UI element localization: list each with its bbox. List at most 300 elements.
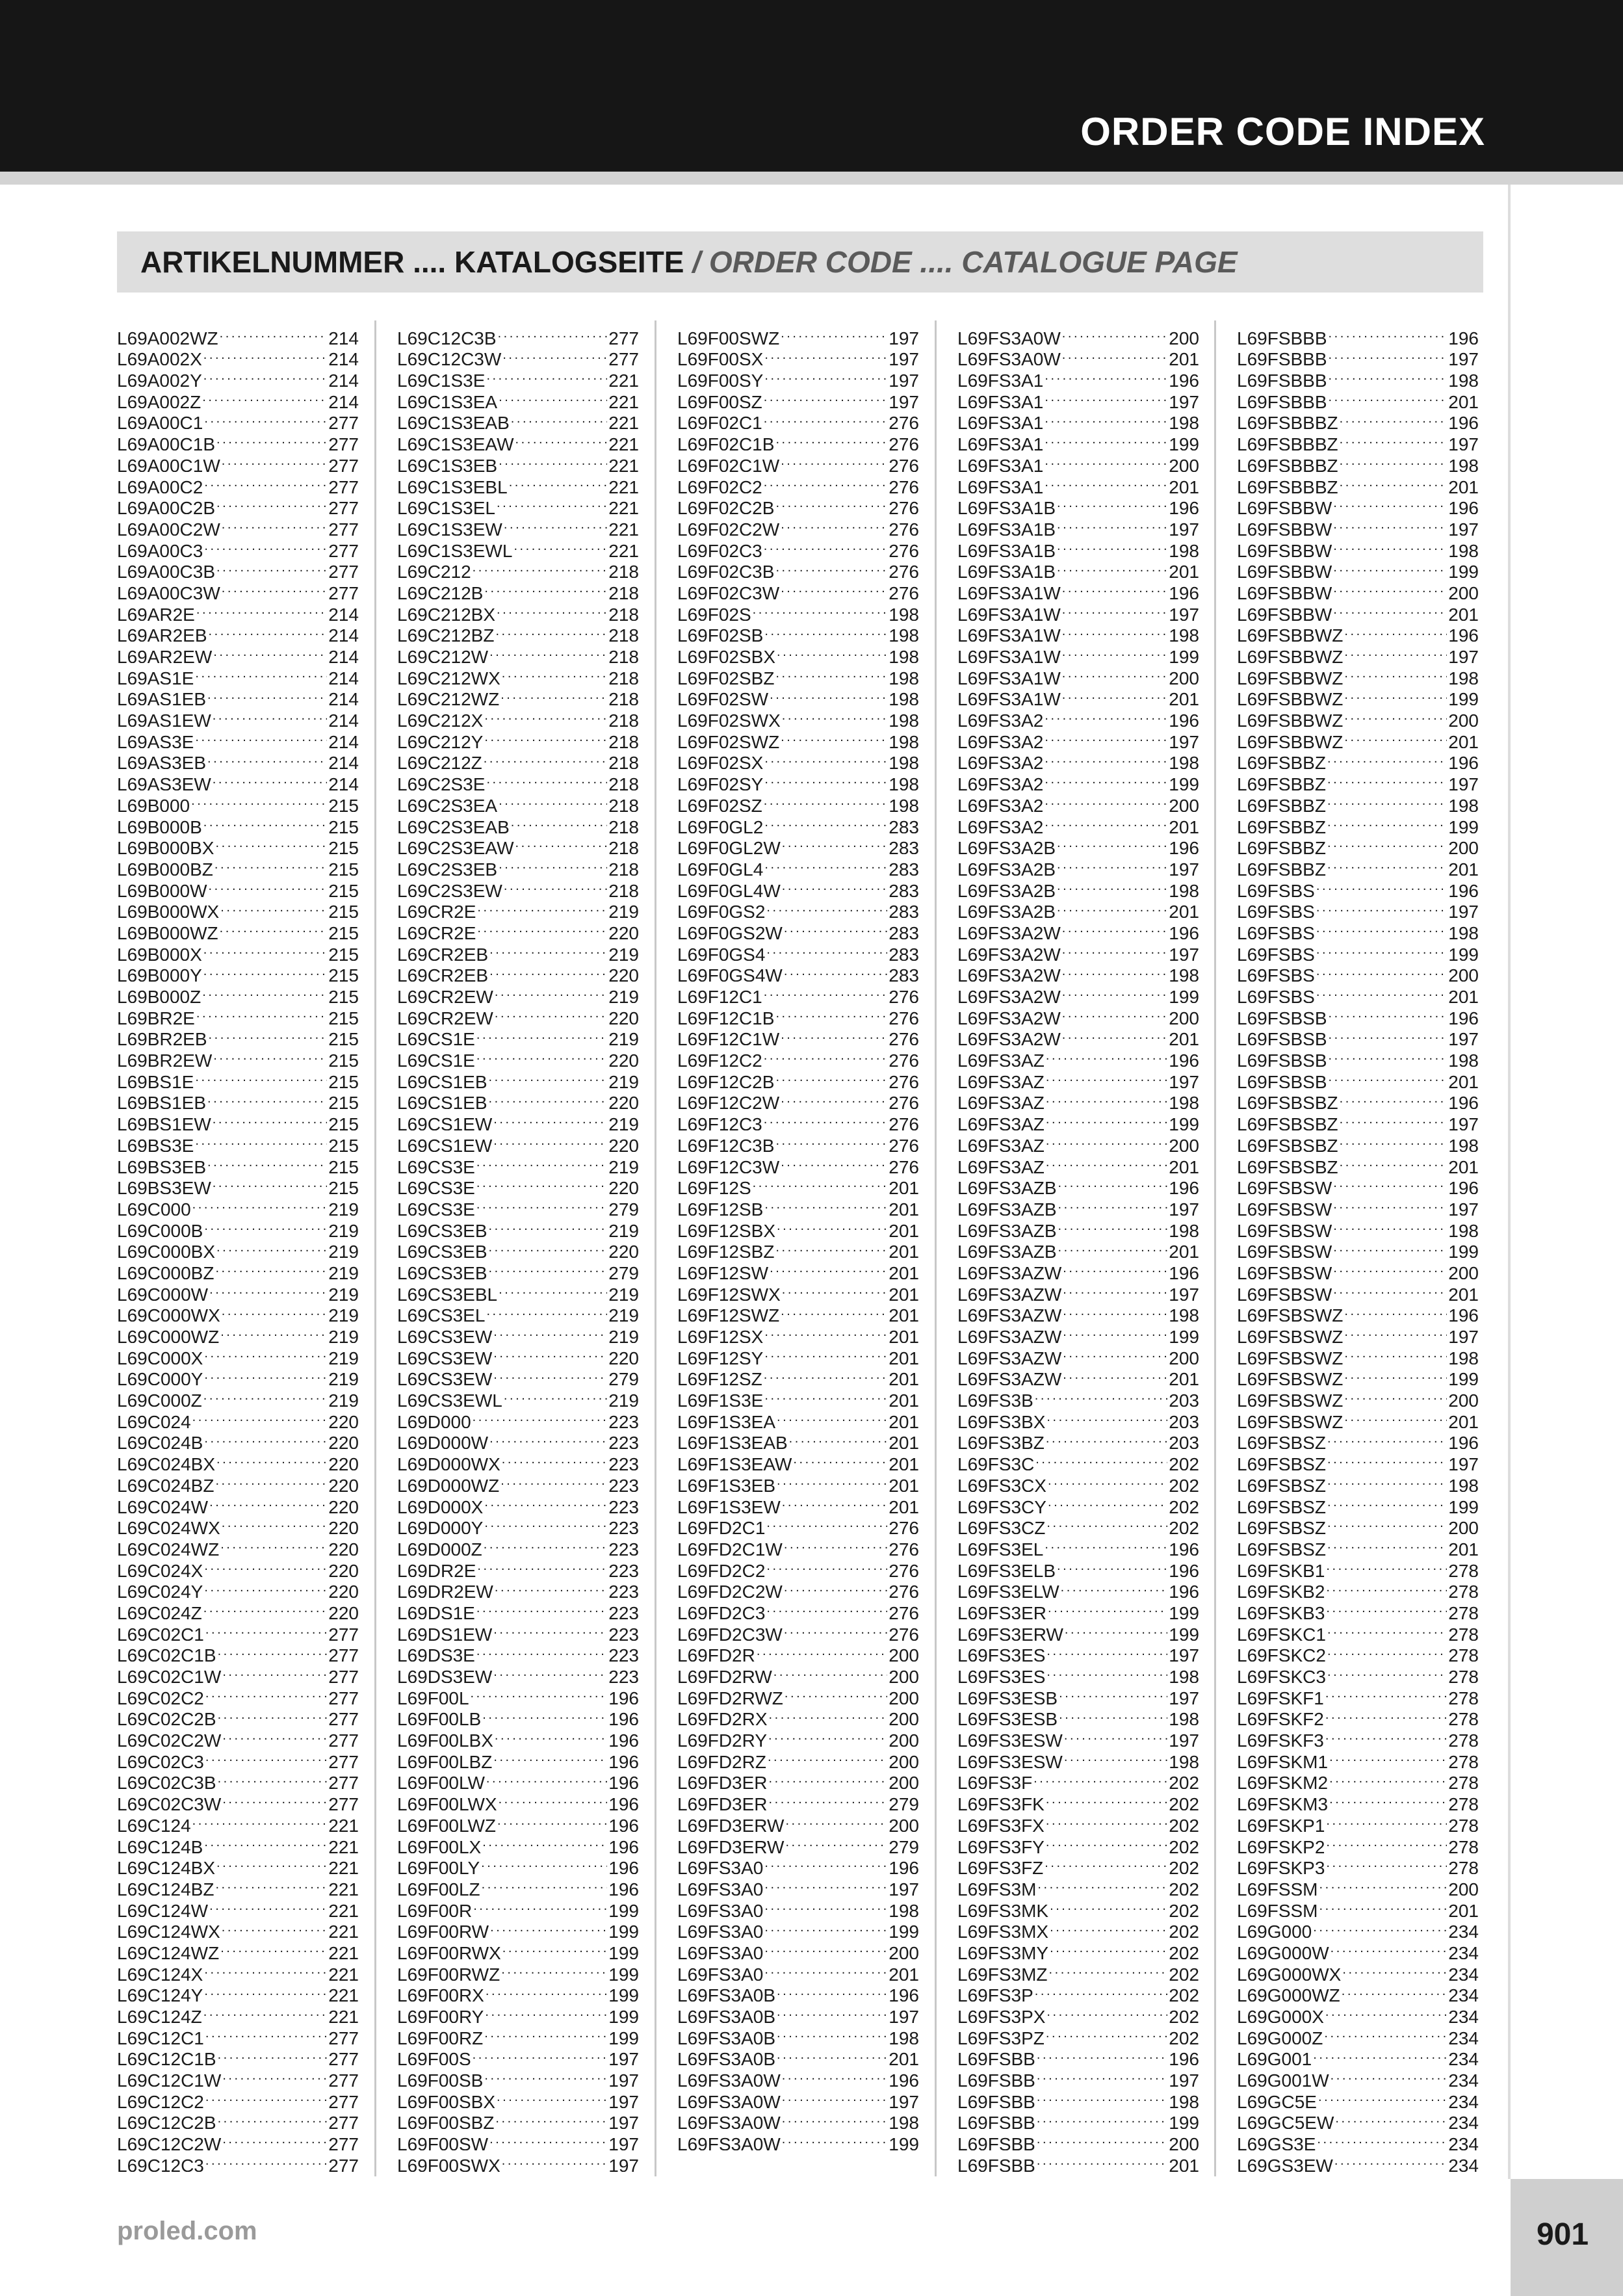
- order-code: L69F00LY: [397, 1858, 480, 1875]
- index-entry: [1237, 472, 1479, 493]
- index-entry: [677, 1364, 919, 1386]
- index-entry: [957, 1322, 1199, 1343]
- index-entry: [1237, 493, 1479, 515]
- index-entry: [957, 2129, 1199, 2150]
- order-code: L69F1S3EW: [677, 1496, 781, 1513]
- dot-leader: [1333, 1279, 1447, 1301]
- dot-leader: [500, 1470, 607, 1492]
- index-entry: [397, 876, 639, 897]
- dot-leader: [502, 1449, 608, 1470]
- index-entry: [957, 1003, 1199, 1024]
- order-code: L69D000: [397, 1411, 471, 1428]
- order-code: L69F12C1W: [677, 1029, 780, 1046]
- catalogue-page: 196: [608, 1730, 639, 1747]
- dot-leader: [789, 1428, 888, 1450]
- index-entry: [117, 472, 359, 493]
- order-code: L69F1S3EB: [677, 1475, 775, 1492]
- order-code: L69CS1EB: [397, 1093, 487, 1110]
- index-entry: [397, 939, 639, 961]
- index-entry: [957, 1981, 1199, 2002]
- index-entry: [397, 1194, 639, 1216]
- index-entry: [957, 1598, 1199, 1619]
- index-entry: [1237, 1683, 1479, 1704]
- catalogue-page: 277: [328, 2134, 359, 2151]
- order-code: L69GC5EW: [1237, 2113, 1334, 2130]
- order-code: L69FSBB: [957, 2155, 1035, 2172]
- catalogue-page: 223: [608, 1496, 639, 1513]
- order-code: L69F00RX: [397, 1985, 484, 2002]
- order-code: L69BS1EW: [117, 1114, 211, 1131]
- dot-leader: [504, 876, 607, 897]
- dot-leader: [1062, 345, 1168, 366]
- index-entry: [117, 1874, 359, 1896]
- order-code: L69F12C2B: [677, 1071, 775, 1088]
- catalogue-page: 199: [1169, 1327, 1199, 1343]
- dot-leader: [1318, 2087, 1447, 2108]
- dot-leader: [1050, 1896, 1167, 1917]
- dot-leader: [777, 1470, 887, 1492]
- dot-leader: [1333, 557, 1447, 579]
- dot-leader: [1344, 1322, 1447, 1343]
- catalogue-page: 200: [1448, 1262, 1479, 1279]
- dot-leader: [1062, 323, 1168, 345]
- catalogue-page: 218: [608, 647, 639, 663]
- dot-leader: [766, 1556, 887, 1577]
- index-entry: [677, 685, 919, 706]
- catalogue-page: 202: [1169, 2028, 1199, 2044]
- catalogue-page: 197: [1169, 859, 1199, 876]
- catalogue-page: 223: [608, 1560, 639, 1577]
- order-code: L69C000BX: [117, 1242, 216, 1259]
- dot-leader: [509, 472, 608, 493]
- index-entry: [397, 429, 639, 450]
- index-entry: [1237, 812, 1479, 833]
- catalogue-page: 219: [328, 1348, 359, 1364]
- dot-leader: [1344, 685, 1447, 706]
- dot-leader: [486, 1301, 607, 1322]
- order-code: L69FS3AZW: [957, 1284, 1062, 1301]
- dot-leader: [213, 1045, 327, 1067]
- order-code: L69FSBBB: [1237, 349, 1327, 366]
- dot-leader: [1329, 1789, 1447, 1810]
- order-code: L69F12SWZ: [677, 1305, 780, 1322]
- order-code: L69C2S3EB: [397, 859, 498, 876]
- catalogue-page: 200: [1448, 711, 1479, 727]
- order-code: L69FS3A2: [957, 816, 1044, 833]
- dot-leader: [1057, 854, 1167, 876]
- dot-leader: [205, 1683, 327, 1704]
- dot-leader: [764, 1874, 887, 1896]
- dot-leader: [1045, 429, 1167, 450]
- order-code: L69F0GL2W: [677, 838, 781, 855]
- dot-leader: [782, 2087, 888, 2108]
- order-code: L69F0GL4: [677, 859, 764, 876]
- dot-leader: [502, 2150, 608, 2172]
- index-entry: [117, 408, 359, 430]
- catalogue-page: 234: [1448, 2028, 1479, 2044]
- dot-leader: [209, 1279, 327, 1301]
- catalogue-page: 198: [1448, 1135, 1479, 1152]
- order-code: L69FSBSB: [1237, 1050, 1327, 1067]
- order-code: L69FSBB: [957, 2134, 1035, 2151]
- catalogue-page: 198: [1448, 1050, 1479, 1067]
- index-entry: [1237, 1449, 1479, 1470]
- order-code: L69F02SWX: [677, 711, 781, 727]
- catalogue-page: 198: [889, 647, 919, 663]
- catalogue-page: 218: [608, 582, 639, 599]
- index-entry: [957, 1385, 1199, 1407]
- order-code: L69AS3E: [117, 731, 194, 748]
- index-entry: [397, 748, 639, 770]
- order-code: L69DS1E: [397, 1602, 475, 1619]
- catalogue-page: 196: [608, 1815, 639, 1832]
- catalogue-page: 198: [889, 625, 919, 642]
- index-entry: [677, 1917, 919, 1938]
- dot-leader: [1344, 642, 1447, 663]
- dot-leader: [495, 1003, 607, 1024]
- catalogue-page: 220: [328, 1475, 359, 1492]
- dot-leader: [220, 1534, 327, 1556]
- catalogue-page: 197: [1448, 434, 1479, 451]
- catalogue-page: 199: [1448, 1496, 1479, 1513]
- catalogue-page: 201: [1448, 859, 1479, 876]
- catalogue-page: 196: [1169, 2049, 1199, 2066]
- order-code: L69F00SX: [677, 349, 764, 366]
- dot-leader: [203, 365, 327, 387]
- order-code: L69FS3A0: [677, 1858, 764, 1875]
- catalogue-page: 197: [1448, 1327, 1479, 1343]
- order-code: L69FSKC1: [1237, 1624, 1326, 1641]
- index-entry: [117, 1067, 359, 1088]
- catalogue-page: 219: [608, 1114, 639, 1131]
- order-code: L69G001W: [1237, 2070, 1329, 2087]
- catalogue-page: 276: [889, 413, 919, 430]
- catalogue-page: 215: [328, 1008, 359, 1024]
- index-entry: [117, 876, 359, 897]
- order-code: L69FS3A0B: [677, 2028, 775, 2044]
- index-entry: [957, 1428, 1199, 1450]
- index-entry: [677, 663, 919, 685]
- index-entry: [957, 514, 1199, 536]
- catalogue-page: 197: [889, 1879, 919, 1896]
- index-entry: [117, 536, 359, 557]
- catalogue-page: 221: [608, 371, 639, 387]
- order-code: L69GS3EW: [1237, 2155, 1333, 2172]
- index-entry: [397, 1428, 639, 1450]
- index-entry: [677, 1109, 919, 1130]
- catalogue-page: 196: [1169, 838, 1199, 855]
- index-entry: [397, 472, 639, 493]
- order-code: L69FS3PX: [957, 2007, 1046, 2023]
- order-code: L69FSKP2: [1237, 1836, 1325, 1853]
- catalogue-page: 221: [608, 540, 639, 557]
- dot-leader: [1344, 1385, 1447, 1407]
- catalogue-page: 201: [1448, 604, 1479, 621]
- index-entry: [117, 1003, 359, 1024]
- order-code: L69FD2RY: [677, 1730, 768, 1747]
- dot-leader: [1046, 1662, 1167, 1683]
- catalogue-page: 218: [608, 562, 639, 579]
- dot-leader: [1316, 918, 1447, 939]
- order-code: L69A00C2: [117, 476, 203, 493]
- index-entry: [117, 1704, 359, 1726]
- catalogue-page: 220: [608, 1348, 639, 1364]
- order-code: L69C024Z: [117, 1602, 202, 1619]
- order-code: L69F1S3EAW: [677, 1454, 792, 1471]
- index-entry: [677, 578, 919, 599]
- dot-leader: [784, 1534, 887, 1556]
- index-entry: [117, 1917, 359, 1938]
- order-code: L69FSBBBZ: [1237, 434, 1338, 451]
- order-code: L69A00C3B: [117, 562, 216, 579]
- dot-leader: [484, 1492, 607, 1513]
- catalogue-page: 201: [1448, 391, 1479, 408]
- dot-leader: [484, 705, 607, 727]
- order-code: L69FSBSBZ: [1237, 1156, 1338, 1173]
- index-entry: [117, 1832, 359, 1853]
- order-code: L69FS3A1B: [957, 540, 1056, 557]
- order-code: L69C024B: [117, 1433, 203, 1450]
- index-entry: [1237, 365, 1479, 387]
- index-entry: [1237, 599, 1479, 621]
- index-entry: [397, 493, 639, 515]
- order-code: L69C1S3EB: [397, 455, 498, 472]
- catalogue-page: 219: [328, 1242, 359, 1259]
- order-code: L69A00C2B: [117, 498, 216, 515]
- catalogue-page: 199: [608, 1964, 639, 1981]
- catalogue-page: 215: [328, 1178, 359, 1195]
- dot-leader: [1325, 1725, 1447, 1747]
- order-code: L69CR2E: [397, 922, 476, 939]
- order-code: L69BR2E: [117, 1008, 195, 1024]
- catalogue-page: 220: [328, 1433, 359, 1450]
- dot-leader: [1045, 1534, 1167, 1556]
- dot-leader: [1063, 1301, 1167, 1322]
- index-entry: [117, 1619, 359, 1641]
- dot-leader: [1334, 2150, 1447, 2172]
- order-code: L69FSKC2: [1237, 1645, 1326, 1662]
- catalogue-page: 199: [608, 1900, 639, 1917]
- dot-leader: [1327, 854, 1447, 876]
- index-entry: [397, 1704, 639, 1726]
- dot-leader: [1062, 621, 1168, 642]
- order-code: L69AS3EB: [117, 753, 206, 770]
- order-code: L69C1S3E: [397, 371, 486, 387]
- catalogue-page: 221: [328, 1858, 359, 1875]
- order-code: L69B000B: [117, 816, 202, 833]
- index-entry: [677, 1768, 919, 1790]
- catalogue-page: 196: [1169, 711, 1199, 727]
- order-code: L69FS3A1W: [957, 668, 1061, 685]
- dot-leader: [497, 2087, 607, 2108]
- order-code: L69FSBBW: [1237, 540, 1332, 557]
- order-code: L69FSBBZ: [1237, 753, 1326, 770]
- catalogue-page: 219: [608, 1390, 639, 1407]
- order-code: L69FS3M: [957, 1879, 1037, 1896]
- index-entry: [1237, 1173, 1479, 1195]
- order-code: L69FS3AZB: [957, 1242, 1057, 1259]
- dot-leader: [1058, 1173, 1168, 1195]
- dot-leader: [489, 1258, 608, 1279]
- index-entry: [677, 982, 919, 1003]
- catalogue-page: 203: [1169, 1411, 1199, 1428]
- order-code: L69FS3ES: [957, 1667, 1046, 1683]
- dot-leader: [1327, 769, 1447, 790]
- index-entry: [677, 1492, 919, 1513]
- dot-leader: [1045, 387, 1167, 408]
- catalogue-page: 198: [889, 1900, 919, 1917]
- index-entry: [1237, 1343, 1479, 1364]
- dot-leader: [1327, 1492, 1447, 1513]
- index-entry: [397, 1279, 639, 1301]
- catalogue-page: 196: [1448, 1433, 1479, 1450]
- index-entry: [957, 1577, 1199, 1598]
- index-entry: [677, 1747, 919, 1768]
- index-entry: [957, 323, 1199, 345]
- catalogue-page: 220: [328, 1582, 359, 1598]
- dot-leader: [784, 918, 887, 939]
- dot-leader: [782, 2129, 888, 2150]
- dot-leader: [1049, 1959, 1168, 1981]
- index-entry: [117, 897, 359, 919]
- order-code: L69FS3ESB: [957, 1709, 1058, 1726]
- dot-leader: [515, 833, 608, 855]
- index-entry: [1237, 429, 1479, 450]
- order-code: L69FS3F: [957, 1773, 1033, 1790]
- index-entry: [677, 1896, 919, 1917]
- index-entry: [1237, 1513, 1479, 1535]
- dot-leader: [784, 1577, 887, 1598]
- index-entry: [1237, 2002, 1479, 2023]
- order-code: L69B000X: [117, 944, 202, 961]
- catalogue-page: 218: [608, 880, 639, 897]
- index-entry: [117, 1385, 359, 1407]
- dot-leader: [782, 876, 888, 897]
- order-code: L69F00SWX: [397, 2155, 500, 2172]
- catalogue-page: 201: [889, 1242, 919, 1259]
- catalogue-page: 196: [1169, 922, 1199, 939]
- catalogue-page: 197: [1448, 1029, 1479, 1046]
- catalogue-page: 220: [328, 1560, 359, 1577]
- catalogue-page: 202: [1169, 1900, 1199, 1917]
- dot-leader: [205, 1747, 327, 1768]
- catalogue-page: 278: [1448, 1582, 1479, 1598]
- index-entry: [397, 514, 639, 536]
- catalogue-page: 196: [1169, 1262, 1199, 1279]
- dot-leader: [1329, 1024, 1448, 1046]
- catalogue-page: 201: [889, 1964, 919, 1981]
- dot-leader: [1340, 429, 1448, 450]
- catalogue-page: 276: [889, 1071, 919, 1088]
- order-code: L69FD3ERW: [677, 1836, 785, 1853]
- catalogue-page: 219: [328, 1199, 359, 1216]
- dot-leader: [513, 536, 607, 557]
- dot-leader: [222, 2065, 327, 2087]
- dot-leader: [204, 1556, 327, 1577]
- catalogue-page: 200: [1169, 1348, 1199, 1364]
- index-entry: [957, 1109, 1199, 1130]
- dot-leader: [192, 1810, 328, 1832]
- catalogue-page: 197: [1169, 1199, 1199, 1216]
- dot-leader: [493, 1109, 607, 1130]
- order-code: L69C212BX: [397, 604, 496, 621]
- catalogue-page: 218: [608, 859, 639, 876]
- index-entry: [1237, 557, 1479, 579]
- dot-leader: [764, 1917, 887, 1938]
- catalogue-page: 276: [889, 1029, 919, 1046]
- dot-leader: [1327, 812, 1447, 833]
- index-entry: [1237, 705, 1479, 727]
- order-code: L69FD2C1W: [677, 1539, 783, 1556]
- index-entry: [1237, 1279, 1479, 1301]
- index-entry: [397, 705, 639, 727]
- dot-leader: [195, 1067, 327, 1088]
- catalogue-page: 201: [889, 2049, 919, 2066]
- dot-leader: [781, 1152, 887, 1173]
- dot-leader: [482, 1704, 607, 1726]
- dot-leader: [766, 1513, 887, 1535]
- order-code: L69FSBBWZ: [1237, 689, 1344, 706]
- order-code: L69FS3FK: [957, 1794, 1045, 1811]
- dot-leader: [476, 1045, 607, 1067]
- index-entry: [957, 1067, 1199, 1088]
- dot-leader: [489, 1216, 608, 1237]
- order-code: L69FSKB2: [1237, 1582, 1325, 1598]
- dot-leader: [476, 1194, 607, 1216]
- index-entry: [677, 918, 919, 939]
- catalogue-page: 215: [328, 902, 359, 919]
- index-entry: [117, 323, 359, 345]
- catalogue-page: 219: [608, 1284, 639, 1301]
- catalogue-page: 202: [1169, 1496, 1199, 1513]
- index-entry: [117, 1747, 359, 1768]
- catalogue-page: 196: [1169, 371, 1199, 387]
- order-code: L69FS3A2W: [957, 922, 1061, 939]
- index-entry: [677, 1470, 919, 1492]
- catalogue-page: 277: [328, 582, 359, 599]
- catalogue-page: 196: [889, 1858, 919, 1875]
- index-entry: [1237, 748, 1479, 770]
- dot-leader: [477, 1556, 607, 1577]
- footer-website: proled.com: [117, 2217, 257, 2245]
- order-code: L69FSBS: [1237, 987, 1315, 1003]
- index-entry: [957, 854, 1199, 876]
- order-code: L69DS3EW: [397, 1667, 493, 1683]
- right-margin-rule: [1508, 185, 1511, 2179]
- catalogue-page: 197: [1169, 1284, 1199, 1301]
- index-entry: [1237, 1747, 1479, 1768]
- dot-leader: [1063, 1343, 1167, 1364]
- catalogue-page: 278: [1448, 1773, 1479, 1790]
- order-code: L69C1S3EAW: [397, 434, 514, 451]
- order-code: L69C02C3: [117, 1751, 204, 1768]
- index-entry: [957, 1556, 1199, 1577]
- index-entry: [117, 1364, 359, 1386]
- dot-leader: [495, 1577, 607, 1598]
- catalogue-page: 219: [328, 1327, 359, 1343]
- order-code: L69A00C3W: [117, 582, 220, 599]
- index-entry: [1237, 1662, 1479, 1683]
- order-code: L69C1S3EA: [397, 391, 498, 408]
- catalogue-page: 219: [328, 1369, 359, 1386]
- catalogue-page: 199: [1448, 1369, 1479, 1386]
- order-code: L69F02C3B: [677, 562, 775, 579]
- index-entry: [1237, 1470, 1479, 1492]
- order-code: L69BS3EB: [117, 1156, 206, 1173]
- index-entry: [957, 408, 1199, 430]
- dot-leader: [1035, 1449, 1167, 1470]
- dot-leader: [1327, 833, 1447, 855]
